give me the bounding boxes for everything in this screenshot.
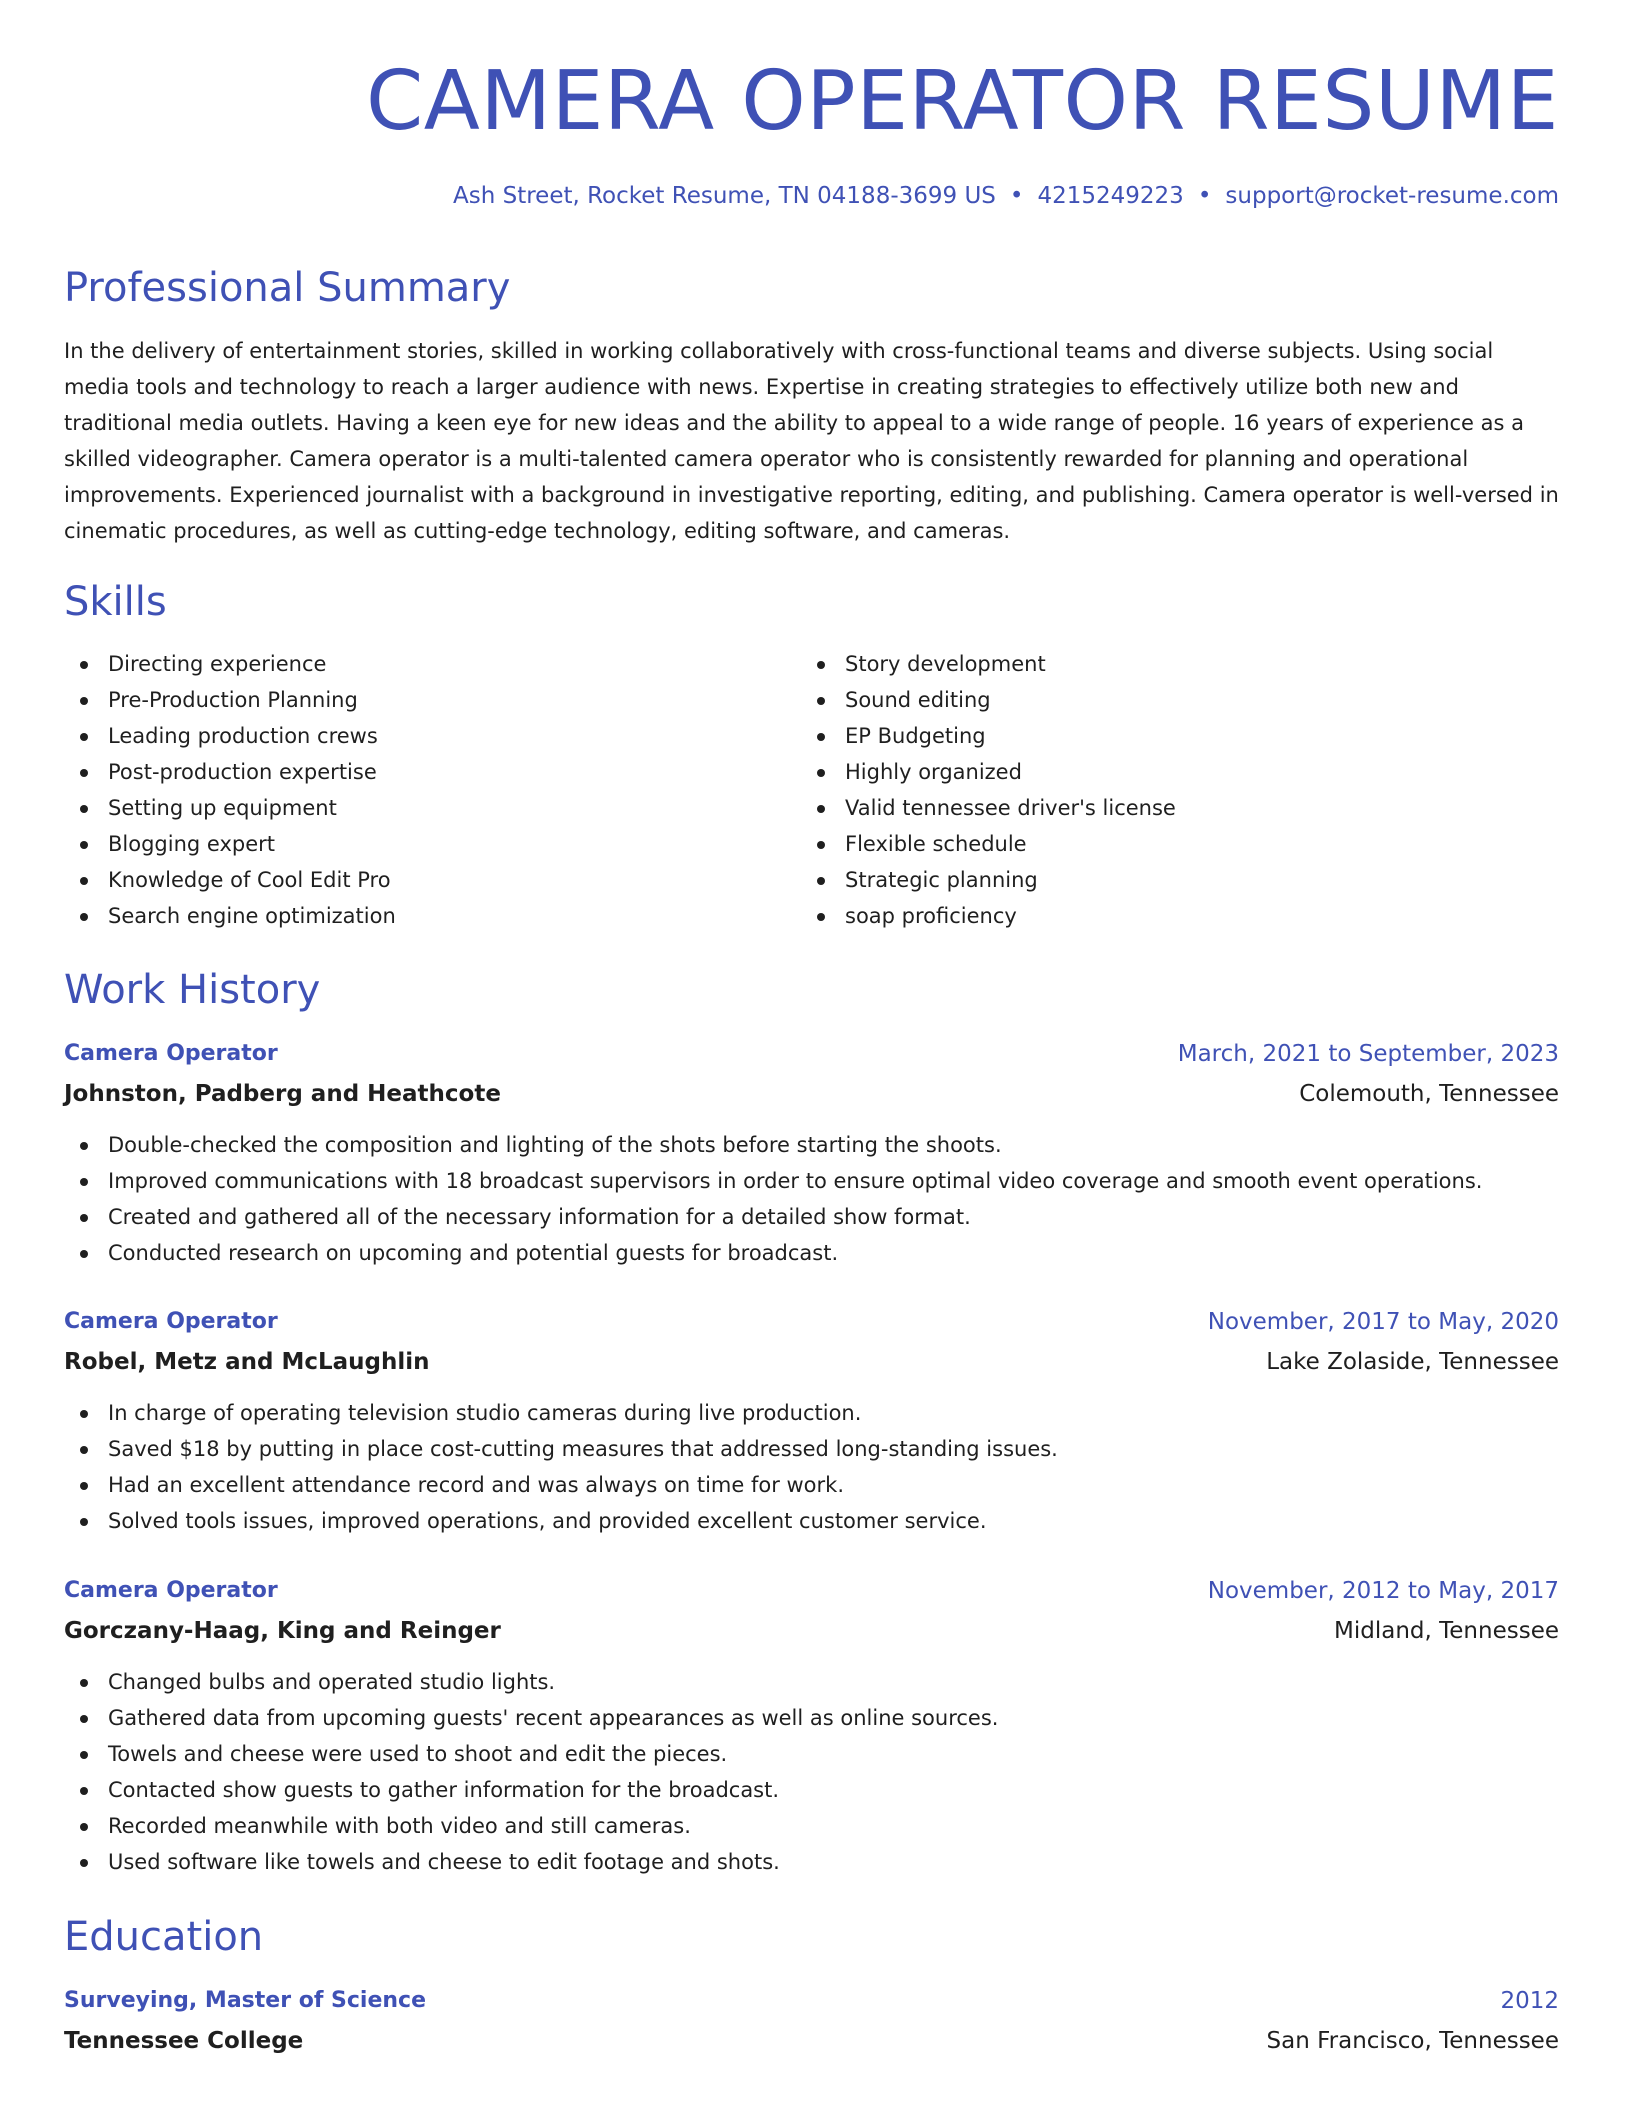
company-name: Johnston, Padberg and Heathcote bbox=[64, 1081, 501, 1107]
summary-text: In the delivery of entertainment stories, skilled in working collaboratively with cross-functional teams and diverse subjects. Using social media tools and technology to reach a larger audience with news. Expertise in creating strategies to effectively utilize both new and traditional media outlets. Having a keen eye for new ideas and the ability to appeal to a wide range of people. 16 years of experience as a skilled videographer. Camera operator is a multi-talented camera operator who is consistently rewarded for planning and operational improvements. Experienced journalist with a background in investigative reporting, editing, and publishing. Camera operator is well-versed in cinematic procedures, as well as cutting-edge technology, editing software, and cameras. bbox=[64, 339, 1559, 543]
bullet-icon bbox=[80, 1214, 88, 1222]
bullet-icon bbox=[80, 769, 88, 777]
duty-item: Conducted research on upcoming and potential guests for broadcast. bbox=[64, 1235, 1559, 1271]
phone-text: 4215249223 bbox=[1037, 183, 1184, 209]
bullet-icon bbox=[80, 1178, 88, 1186]
bullet-icon bbox=[817, 661, 825, 669]
bullet-icon bbox=[80, 1142, 88, 1150]
skill-item: EP Budgeting bbox=[801, 718, 1176, 754]
bullet-icon bbox=[80, 805, 88, 813]
skill-item: Blogging expert bbox=[64, 826, 396, 862]
skills-list-right bbox=[801, 646, 1176, 934]
bullet-icon bbox=[80, 877, 88, 885]
duty-item: Created and gathered all of the necessary information for a detailed show format. bbox=[64, 1199, 1559, 1235]
bullet-icon bbox=[80, 913, 88, 921]
skill-item: Sound editing bbox=[801, 682, 1176, 718]
skill-item: Story development bbox=[801, 646, 1176, 682]
skill-item: Strategic planning bbox=[801, 862, 1176, 898]
education-heading: Education bbox=[64, 1914, 264, 1960]
bullet-icon bbox=[817, 877, 825, 885]
bullet-icon bbox=[80, 1787, 88, 1795]
skills-column-right bbox=[801, 646, 1176, 934]
bullet-icon bbox=[817, 697, 825, 705]
bullet-icon bbox=[80, 733, 88, 741]
bullet-icon bbox=[80, 1250, 88, 1258]
job-dates: November, 2017 to May, 2020 bbox=[1207, 1309, 1559, 1335]
skill-item: Highly organized bbox=[801, 754, 1176, 790]
duty-item: Recorded meanwhile with both video and still cameras. bbox=[64, 1808, 1559, 1844]
duty-item: Changed bulbs and operated studio lights. bbox=[64, 1664, 1559, 1700]
duty-item: Used software like towels and cheese to edit footage and shots. bbox=[64, 1844, 1559, 1880]
job-title: Camera Operator bbox=[64, 1041, 278, 1066]
skill-item: Valid tennessee driver's license bbox=[801, 790, 1176, 826]
duty-item: Saved $18 by putting in place cost-cutting measures that addressed long-standing issues. bbox=[64, 1431, 1559, 1467]
skill-item: Setting up equipment bbox=[64, 790, 396, 826]
bullet-icon bbox=[817, 733, 825, 741]
skill-item: Knowledge of Cool Edit Pro bbox=[64, 862, 396, 898]
skill-item: soap proficiency bbox=[801, 898, 1176, 934]
duty-item: Solved tools issues, improved operations, and provided excellent customer service. bbox=[64, 1503, 1559, 1539]
bullet-icon bbox=[80, 1410, 88, 1418]
school-name: Tennessee College bbox=[64, 2028, 304, 2054]
duty-item: Had an excellent attendance record and was always on time for work. bbox=[64, 1467, 1559, 1503]
company-name: Robel, Metz and McLaughlin bbox=[64, 1349, 430, 1375]
bullet-icon bbox=[80, 1446, 88, 1454]
job-duties-list bbox=[64, 1395, 1559, 1539]
bullet-icon bbox=[817, 841, 825, 849]
education-entry bbox=[64, 1981, 1559, 2061]
bullet-icon bbox=[817, 805, 825, 813]
contact-line bbox=[453, 180, 1559, 212]
job-title: Camera Operator bbox=[64, 1578, 278, 1603]
job-duties-list bbox=[64, 1127, 1559, 1271]
duty-item: Gathered data from upcoming guests' recent appearances as well as online sources. bbox=[64, 1700, 1559, 1736]
degree-title: Surveying, Master of Science bbox=[64, 1988, 427, 2013]
bullet-icon bbox=[80, 841, 88, 849]
school-location: San Francisco, Tennessee bbox=[1266, 2028, 1559, 2054]
skills-heading: Skills bbox=[64, 579, 167, 625]
bullet-icon bbox=[817, 769, 825, 777]
work-history-heading: Work History bbox=[64, 967, 321, 1013]
skills-list-left bbox=[64, 646, 396, 934]
duty-item: Double-checked the composition and lighting of the shots before starting the shoots. bbox=[64, 1127, 1559, 1163]
job-duties-list bbox=[64, 1664, 1559, 1880]
skill-item: Search engine optimization bbox=[64, 898, 396, 934]
skill-item: Directing experience bbox=[64, 646, 396, 682]
skill-item: Post-production expertise bbox=[64, 754, 396, 790]
bullet-icon bbox=[80, 1823, 88, 1831]
job-title: Camera Operator bbox=[64, 1309, 278, 1334]
job-location: Midland, Tennessee bbox=[1334, 1618, 1559, 1644]
bullet-icon bbox=[80, 1715, 88, 1723]
contact-separator: • bbox=[1197, 183, 1212, 209]
email-text: support@rocket-resume.com bbox=[1225, 183, 1559, 209]
skill-item: Flexible schedule bbox=[801, 826, 1176, 862]
address-text: Ash Street, Rocket Resume, TN 04188-3699 US bbox=[453, 183, 996, 209]
job-entry bbox=[64, 1034, 1559, 1271]
contact-separator: • bbox=[1009, 183, 1024, 209]
job-location: Colemouth, Tennessee bbox=[1299, 1081, 1559, 1107]
bullet-icon bbox=[80, 1482, 88, 1490]
job-dates: November, 2012 to May, 2017 bbox=[1207, 1578, 1559, 1604]
skill-item: Leading production crews bbox=[64, 718, 396, 754]
bullet-icon bbox=[817, 913, 825, 921]
job-location: Lake Zolaside, Tennessee bbox=[1266, 1349, 1559, 1375]
education-year: 2012 bbox=[1500, 1988, 1559, 2014]
duty-item: In charge of operating television studio cameras during live production. bbox=[64, 1395, 1559, 1431]
bullet-icon bbox=[80, 1679, 88, 1687]
bullet-icon bbox=[80, 1518, 88, 1526]
job-entry bbox=[64, 1571, 1559, 1880]
bullet-icon bbox=[80, 661, 88, 669]
job-dates: March, 2021 to September, 2023 bbox=[1177, 1041, 1559, 1067]
skill-item: Pre-Production Planning bbox=[64, 682, 396, 718]
duty-item: Towels and cheese were used to shoot and edit the pieces. bbox=[64, 1736, 1559, 1772]
bullet-icon bbox=[80, 1751, 88, 1759]
summary-heading: Professional Summary bbox=[64, 265, 511, 311]
company-name: Gorczany-Haag, King and Reinger bbox=[64, 1618, 501, 1644]
skills-column-left bbox=[64, 646, 396, 934]
duty-item: Contacted show guests to gather information for the broadcast. bbox=[64, 1772, 1559, 1808]
job-entry bbox=[64, 1302, 1559, 1539]
bullet-icon bbox=[80, 1859, 88, 1867]
resume-title: CAMERA OPERATOR RESUME bbox=[366, 54, 1559, 149]
duty-item: Improved communications with 18 broadcast supervisors in order to ensure optimal video coverage and smooth event operations. bbox=[64, 1163, 1559, 1199]
bullet-icon bbox=[80, 697, 88, 705]
